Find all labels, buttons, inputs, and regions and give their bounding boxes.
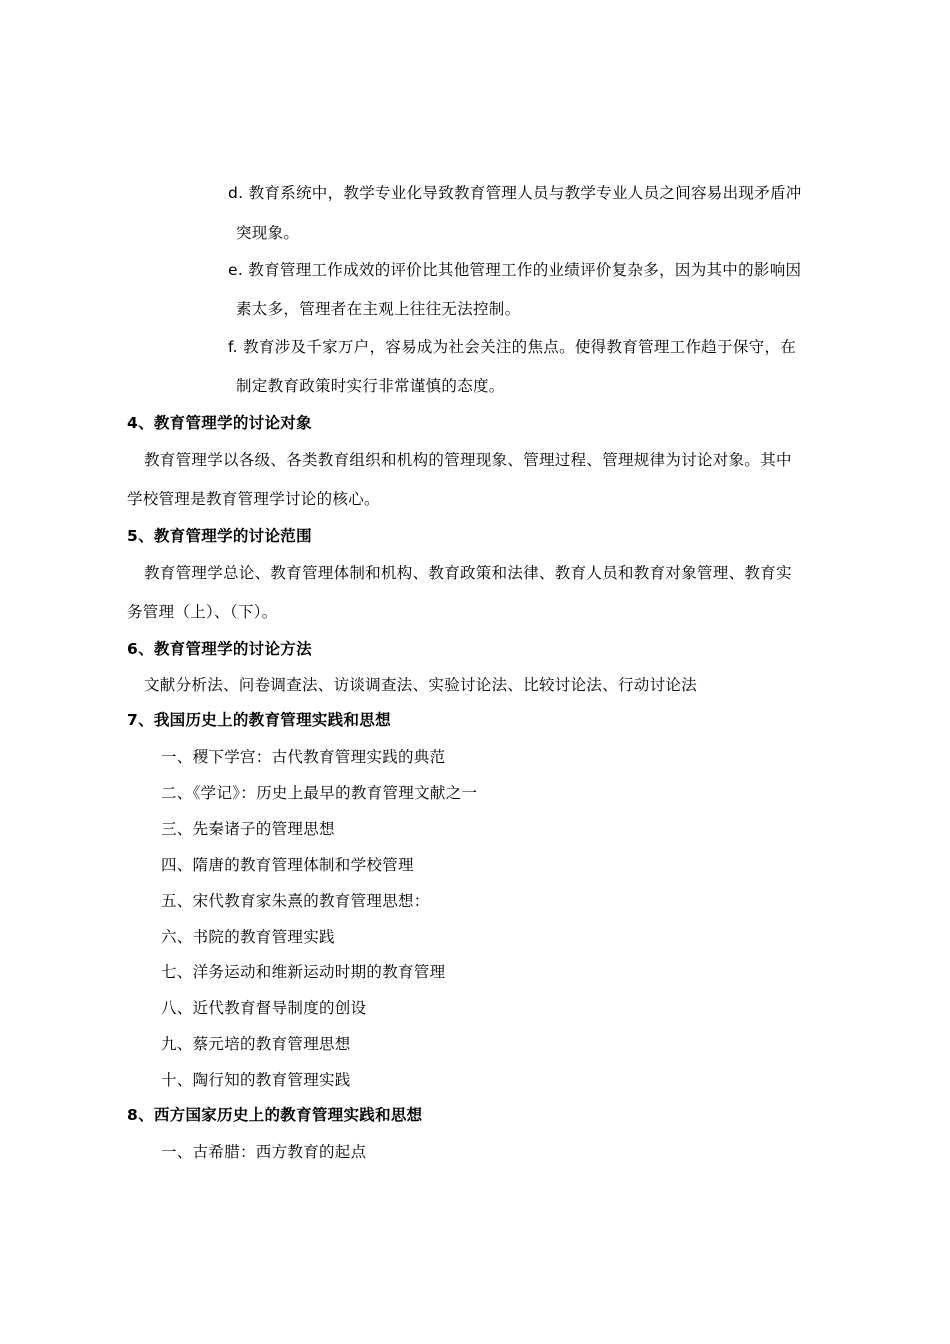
list-item: 六、书院的教育管理实践: [161, 928, 335, 946]
list-item: 二、《学记》：历史上最早的教育管理文献之一: [161, 784, 478, 802]
paragraph-4: 教育管理学以各级、各类教育组织和机构的管理现象、管理过程、管理规律为讨论对象。其中: [144, 451, 792, 469]
list-item: 九、蔡元培的教育管理思想: [161, 1035, 351, 1053]
paragraph-4-continuation: 学校管理是教育管理学讨论的核心。: [127, 490, 380, 508]
section-heading-8: 8、西方国家历史上的教育管理实践和思想: [127, 1106, 423, 1124]
list-item-d-continuation: 突现象。: [236, 224, 300, 242]
list-item: 一、古希腊：西方教育的起点: [161, 1143, 367, 1161]
section-heading-7: 7、我国历史上的教育管理实践和思想: [127, 711, 391, 729]
list-item-e-continuation: 素太多，管理者在主观上往往无法控制。: [236, 300, 521, 318]
section-heading-6: 6、教育管理学的讨论方法: [127, 640, 312, 658]
list-item: 一、稷下学宫：古代教育管理实践的典范: [161, 748, 446, 766]
paragraph-5: 教育管理学总论、教育管理体制和机构、教育政策和法律、教育人员和教育对象管理、教育实: [144, 564, 792, 582]
list-item-f-continuation: 制定教育政策时实行非常谨慎的态度。: [236, 377, 505, 395]
list-item: 五、宋代教育家朱熹的教育管理思想：: [161, 892, 430, 910]
list-item: 七、洋务运动和维新运动时期的教育管理: [161, 963, 446, 981]
list-item-d: d. 教育系统中，教学专业化导致教育管理人员与教学专业人员之间容易出现矛盾冲: [228, 184, 802, 202]
list-item: 十、陶行知的教育管理实践: [161, 1071, 351, 1089]
list-item: 三、先秦诸子的管理思想: [161, 820, 335, 838]
list-item: 四、隋唐的教育管理体制和学校管理: [161, 856, 414, 874]
section-heading-5: 5、教育管理学的讨论范围: [127, 527, 312, 545]
list-item-e: e. 教育管理工作成效的评价比其他管理工作的业绩评价复杂多，因为其中的影响因: [228, 261, 802, 279]
section-heading-4: 4、教育管理学的讨论对象: [127, 414, 312, 432]
list-item-f: f. 教育涉及千家万户，容易成为社会关注的焦点。使得教育管理工作趋于保守，在: [228, 338, 797, 356]
list-item: 八、近代教育督导制度的创设: [161, 999, 367, 1017]
paragraph-5-continuation: 务管理（上）、（下）。: [127, 603, 278, 621]
paragraph-6: 文献分析法、问卷调查法、访谈调查法、实验讨论法、比较讨论法、行动讨论法: [144, 676, 698, 694]
